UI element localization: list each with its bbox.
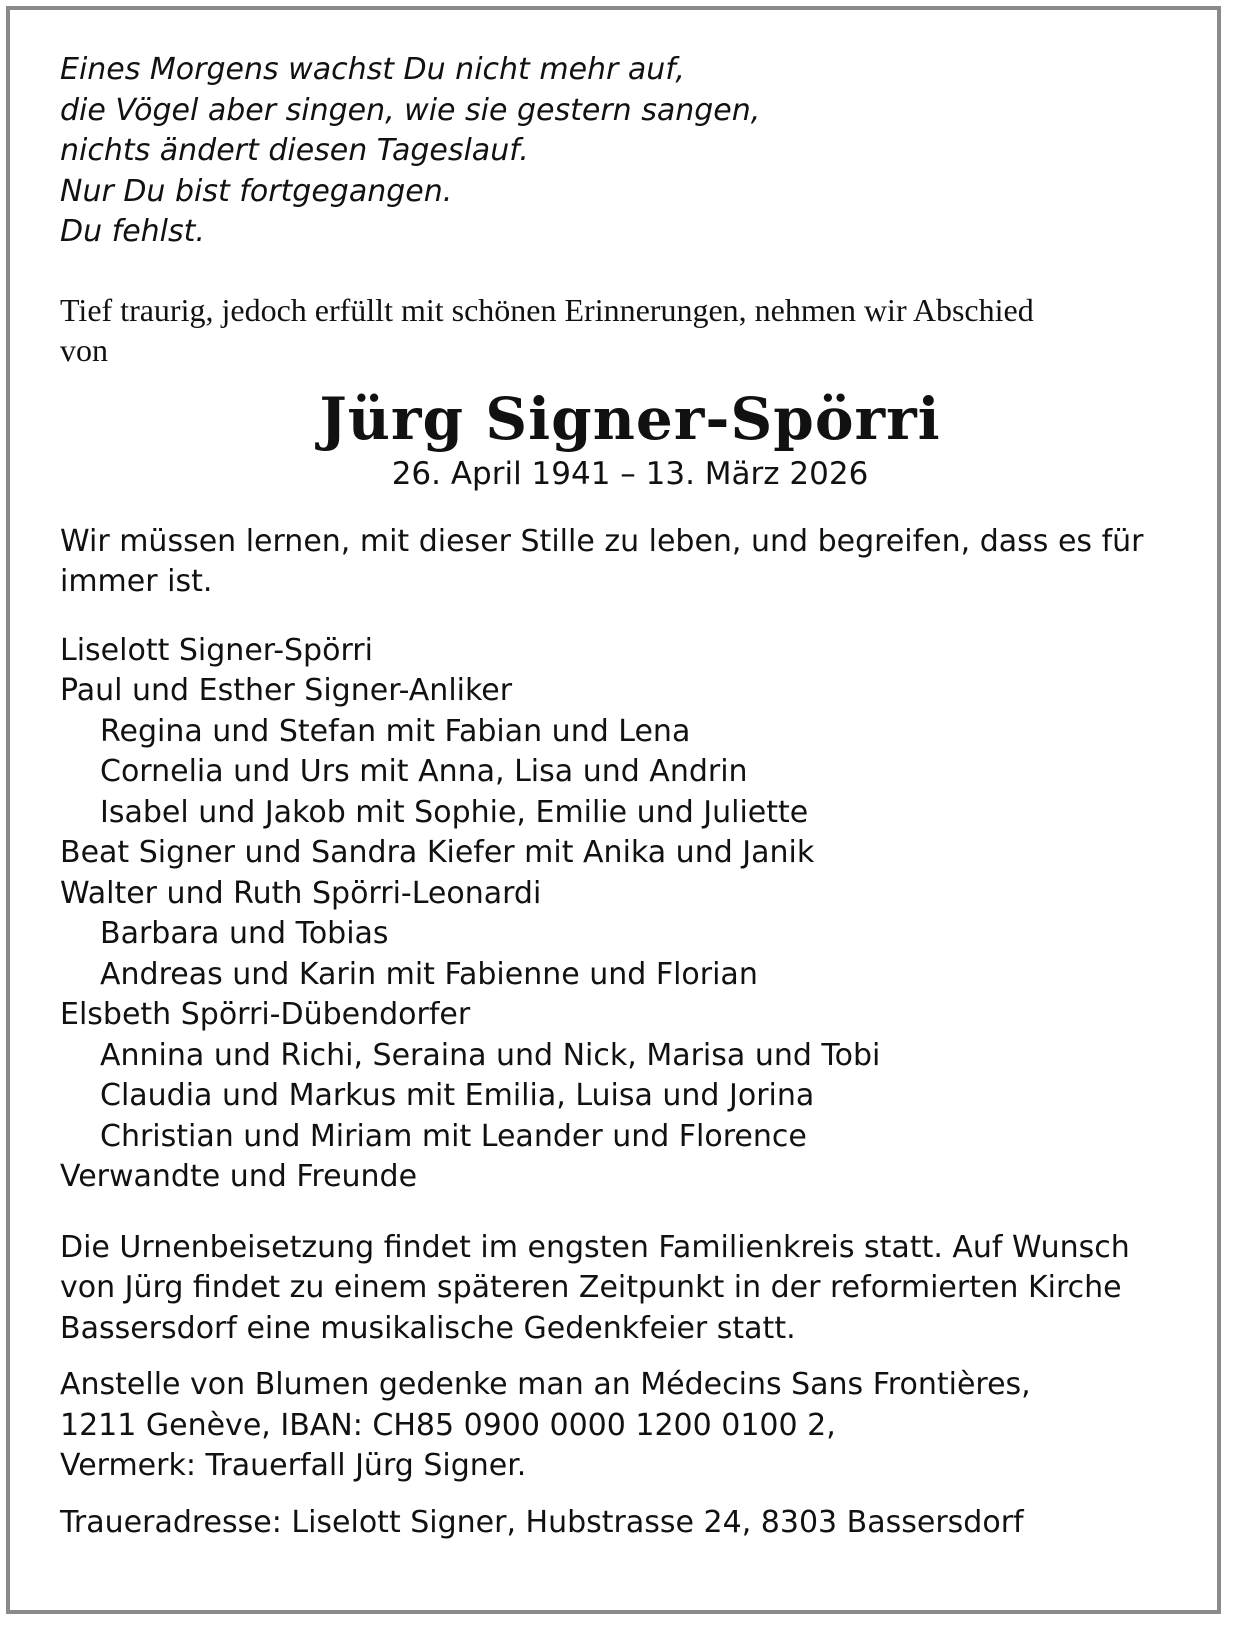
life-dates: 26. April 1941 – 13. März 2026 (391, 455, 869, 492)
family-member: Regina und Stefan mit Fabian und Lena (100, 713, 691, 749)
family-member: Walter und Ruth Spörri-Leonardi (60, 875, 542, 911)
notice-frame (6, 6, 1221, 1614)
family-list (60, 631, 1200, 1198)
poem (60, 50, 1200, 253)
deceased-name: Jürg Signer-Spörri (319, 384, 941, 453)
family-member: Christian und Miriam mit Leander und Florence (100, 1118, 807, 1154)
family-member: Cornelia und Urs mit Anna, Lisa und Andrin (100, 754, 748, 789)
ceremony-line: von Jürg findet zu einem späteren Zeitpunkt in der reformierten Kirche (60, 1270, 1122, 1305)
donation-line: Vermerk: Trauerfall Jürg Signer. (60, 1448, 527, 1483)
family-member: Barbara und Tobias (100, 916, 389, 951)
obituary-content (60, 50, 1200, 1543)
poem-line: Nur Du bist fortgegangen. (60, 173, 453, 209)
quote-text (60, 522, 1200, 603)
family-member: Verwandte und Freunde (60, 1159, 418, 1194)
mourning-address: Traueradresse: Liselott Signer, Hubstrasse 24, 8303 Bassersdorf (60, 1504, 1024, 1540)
poem-line: nichts ändert diesen Tageslauf. (60, 133, 529, 168)
poem-line: die Vögel aber singen, wie sie gestern sangen, (60, 92, 761, 128)
family-member: Liselott Signer-Spörri (60, 632, 373, 668)
family-member: Annina und Richi, Seraina und Nick, Marisa und Tobi (100, 1037, 881, 1073)
quote-line: immer ist. (60, 564, 213, 599)
donation-line: Anstelle von Blumen gedenke man an Médecins Sans Frontières, (60, 1367, 1031, 1402)
donation-line: 1211 Genève, IBAN: CH85 0900 0000 1200 0100 2, (60, 1407, 836, 1443)
ceremony-line: Bassersdorf eine musikalische Gedenkfeier statt. (60, 1310, 796, 1346)
intro-line: von (60, 331, 108, 368)
intro-line: Tief traurig, jedoch erfüllt mit schönen Erinnerungen, nehmen wir Abschied (60, 291, 1034, 328)
intro-text (60, 290, 1200, 370)
family-member: Elsbeth Spörri-Dübendorfer (60, 997, 471, 1032)
family-member: Beat Signer und Sandra Kiefer mit Anika und Janik (60, 835, 815, 870)
poem-line: Eines Morgens wachst Du nicht mehr auf, (60, 52, 685, 87)
ceremony-text (60, 1228, 1200, 1350)
poem-line: Du fehlst. (60, 214, 205, 249)
family-member: Claudia und Markus mit Emilia, Luisa und Jorina (100, 1078, 815, 1113)
quote-line: Wir müssen lernen, mit dieser Stille zu leben, und begreifen, dass es für (60, 523, 1144, 559)
family-member: Paul und Esther Signer-Anliker (60, 673, 513, 708)
donation-text (60, 1365, 1200, 1487)
family-member: Andreas und Karin mit Fabienne und Florian (100, 956, 758, 992)
ceremony-line: Die Urnenbeisetzung findet im engsten Familienkreis statt. Auf Wunsch (60, 1229, 1130, 1265)
family-member: Isabel und Jakob mit Sophie, Emilie und Juliette (100, 794, 809, 830)
